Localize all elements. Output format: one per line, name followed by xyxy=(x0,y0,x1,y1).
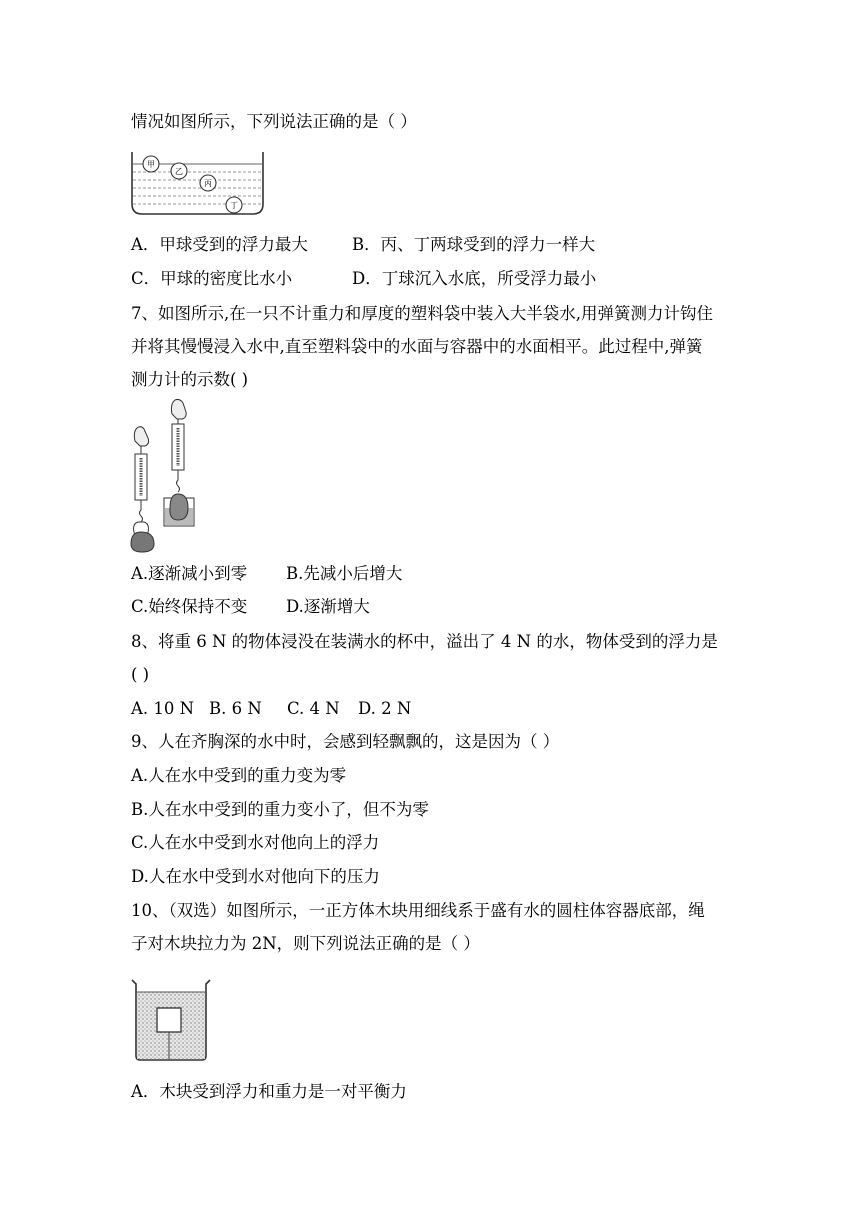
q7-option-d: D.逐渐增大 xyxy=(286,597,370,616)
q7-figure-spring-scale xyxy=(126,398,206,556)
q7-stem-line-1: 7、如图所示,在一只不计重力和厚度的塑料袋中装入大半袋水,用弹簧测力计钩住 xyxy=(131,304,713,323)
q7-option-a: A.逐渐减小到零 xyxy=(131,564,248,583)
q9-option-d: D.人在水中受到水对他向下的压力 xyxy=(131,867,380,886)
q6-figure-balls-in-water xyxy=(130,150,265,218)
ball-label-ding: 丁 xyxy=(230,201,238,210)
ball-label-jia: 甲 xyxy=(147,160,155,169)
q10-stem-line-1: 10、（双选）如图所示，一正方体木块用细线系于盛有水的圆柱体容器底部，绳 xyxy=(131,901,705,920)
q7-option-b: B.先减小后增大 xyxy=(286,564,403,583)
q7-option-c: C.始终保持不变 xyxy=(131,597,248,616)
q6-option-c: C．甲球的密度比水小 xyxy=(131,269,293,288)
q8-stem-line-2: ( ) xyxy=(131,665,150,684)
q10-figure-block-in-water xyxy=(130,978,212,1062)
q8-option-a: A. 10 N xyxy=(131,699,195,718)
q9-option-a: A.人在水中受到的重力变为零 xyxy=(131,766,347,785)
ball-label-yi: 乙 xyxy=(175,167,183,176)
q10-stem-line-2: 子对木块拉力为 2N，则下列说法正确的是（ ） xyxy=(131,934,480,953)
q8-option-c: C. 4 N xyxy=(287,699,340,718)
q10-option-a: A．木块受到浮力和重力是一对平衡力 xyxy=(131,1082,407,1101)
q6-stem-tail: 情况如图所示，下列说法正确的是（ ） xyxy=(131,112,417,131)
q8-option-b: B. 6 N xyxy=(209,699,262,718)
ball-label-bing: 丙 xyxy=(204,179,212,188)
q8-option-d: D. 2 N xyxy=(358,699,412,718)
q6-option-a: A．甲球受到的浮力最大 xyxy=(131,235,308,254)
q9-stem: 9、人在齐胸深的水中时，会感到轻飘飘的，这是因为（ ） xyxy=(131,732,560,751)
q9-option-b: B.人在水中受到的重力变小了，但不为零 xyxy=(131,800,429,819)
q8-stem-line-1: 8、将重 6 N 的物体浸没在装满水的杯中，溢出了 4 N 的水，物体受到的浮力是 xyxy=(131,632,718,651)
q6-option-d: D．丁球沉入水底，所受浮力最小 xyxy=(352,269,597,288)
q7-stem-line-3: 测力计的示数( ) xyxy=(131,370,249,389)
q6-option-b: B．丙、丁两球受到的浮力一样大 xyxy=(352,235,596,254)
q7-stem-line-2: 并将其慢慢浸入水中,直至塑料袋中的水面与容器中的水面相平。此过程中,弹簧 xyxy=(131,337,703,356)
q9-option-c: C.人在水中受到水对他向上的浮力 xyxy=(131,833,380,852)
